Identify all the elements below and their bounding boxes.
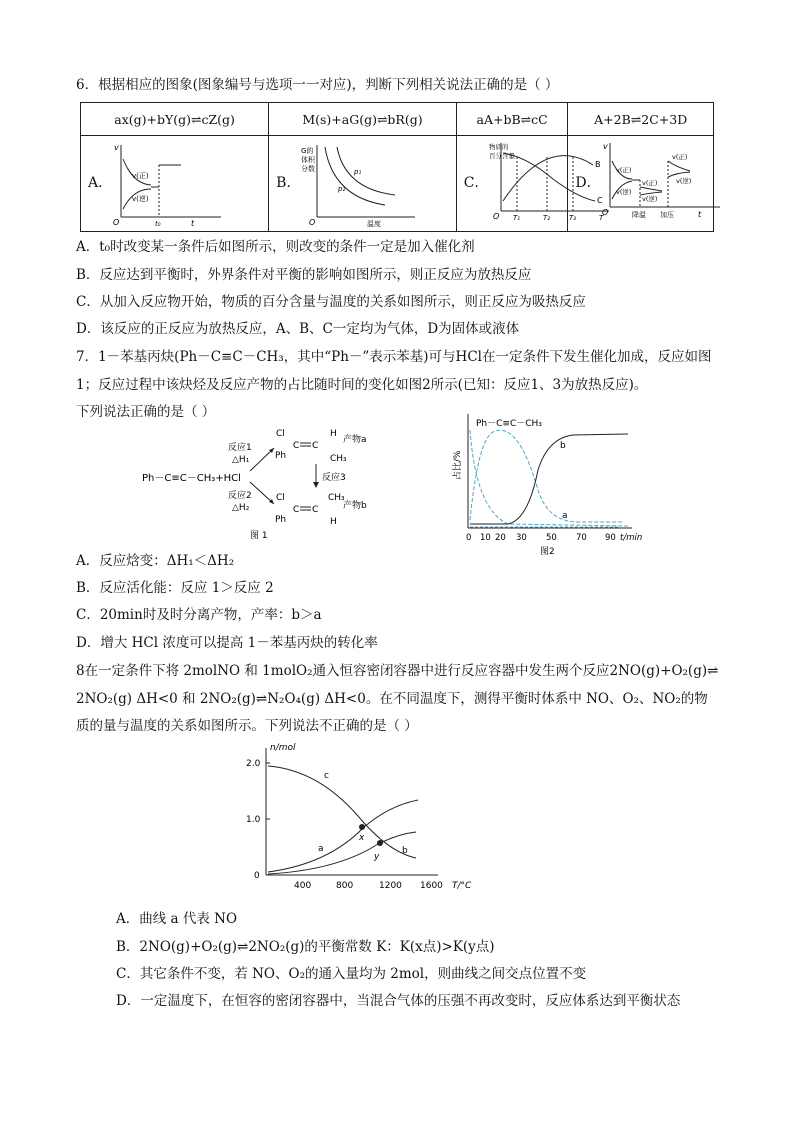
q8-figure-amount-temperature (238, 740, 478, 890)
fig-b-ylabel-2: 体积 (301, 156, 316, 164)
fig1-b-c2: C (312, 505, 319, 515)
q7-option-c: C．20min时及时分离产物，产率：b＞a (76, 607, 322, 623)
q6-cell-b (269, 136, 457, 232)
q8-ytick-0: 0 (254, 871, 260, 881)
q8-xtick-400: 400 (294, 881, 312, 890)
fig2-tick-90: 90 (605, 533, 616, 543)
q8-xtick-1200: 1200 (379, 881, 402, 890)
fig-c-curve-b: B (594, 160, 601, 169)
q6-letter-d: D． (575, 175, 601, 191)
fig-b-ylabel-3: 分数 (301, 165, 316, 173)
fig-d-v-axis: v (603, 142, 609, 151)
q7-figure-2-proportion-time (448, 410, 658, 560)
q6-letter-a: A． (88, 175, 113, 191)
q8-xtick-800: 800 (336, 881, 354, 890)
q6-letter-b: B． (276, 175, 301, 191)
q8-stem-line-1: 8在一定条件下将 2molNO 和 1molO₂通入恒容密闭容器中进行反应容器中发生两个反应2NO(g)+O₂(g)⇌ (76, 663, 719, 679)
fig1-a-cl: Cl (276, 429, 285, 439)
q7-option-b: B．反应活化能：反应 1＞反应 2 (76, 580, 274, 596)
q8-point-y: y (374, 852, 380, 862)
q6-option-a: A．t₀时改变某一条件后如图所示，则改变的条件一定是加入催化剂 (76, 239, 475, 255)
q6-header-c: aA+bB⇌cC (456, 103, 568, 136)
q8-curve-a: a (318, 844, 324, 854)
q8-point-x: x (359, 833, 365, 843)
fig-c-t1: T₁ (512, 214, 520, 222)
fig2-alkyne-label: Ph－C≡C－CH₃ (476, 419, 542, 429)
fig-b-xlabel: 温度 (367, 220, 382, 227)
fig1-b-ph: Ph (275, 515, 287, 525)
fig-d-forward-2: v(正) (642, 179, 658, 187)
fig-d-reverse-2: v(逆) (642, 195, 658, 203)
fig-c-origin: O (492, 212, 500, 221)
q8-curve-b: b (402, 846, 408, 856)
q8-option-a: A．曲线 a 代表 NO (116, 911, 238, 927)
fig-b-p1: p₁ (354, 168, 362, 176)
q7-stem-line-1: 7．1－苯基丙炔(Ph－C≡C－CH₃，其中“Ph－”表示苯基)可与HCl在一定条件下发生催化加成，反应如图 (76, 349, 712, 365)
fig1-b-cl: Cl (276, 493, 285, 503)
fig1-a-ch3: CH₃ (330, 454, 347, 464)
q6-letter-c: C． (463, 175, 489, 191)
fig1-a-c2: C (312, 441, 319, 451)
fig-a-v-forward: v(正) (132, 172, 149, 180)
q6-option-table (80, 102, 714, 232)
fig1-dh1: △H₁ (232, 455, 250, 465)
q8-stem-line-2: 2NO₂(g) ΔH<0 和 2NO₂(g)⇌N₂O₄(g) ΔH<0。在不同温度下，测得平衡时体系中 NO、O₂、NO₂的物 (76, 691, 708, 707)
fig2-tick-10: 10 (480, 533, 491, 543)
fig-d-cooling: 降温 (632, 211, 647, 219)
q6-stem: 6．根据相应的图象(图象编号与选项一一对应)，判断下列相关说法正确的是（ ） (76, 77, 559, 93)
q8-stem-line-3: 质的量与温度的关系如图所示。下列说法不正确的是（ ） (76, 718, 418, 734)
fig1-reactant: Ph－C≡C－CH₃+HCl (142, 473, 241, 484)
figure-a-velocity-time (111, 139, 231, 227)
fig-c-ylabel-1: 物质的 (488, 143, 509, 151)
fig1-product-b: 产物b (343, 501, 367, 511)
fig-a-t0: t₀ (155, 220, 161, 227)
fig2-caption: 图2 (540, 547, 555, 557)
q6-cell-d (568, 136, 714, 232)
fig1-a-h: H (330, 429, 337, 439)
fig2-curve-a: a (562, 511, 568, 521)
q8-xlabel: T/°C (452, 881, 472, 890)
q7-option-d: D．增大 HCl 浓度可以提高 1－苯基丙炔的转化率 (76, 635, 378, 651)
q8-option-b: B．2NO(g)+O₂(g)⇌2NO₂(g)的平衡常数 K：K(x点)>K(y点) (116, 939, 495, 955)
fig-d-forward-1: v(正) (616, 166, 632, 174)
fig-b-p2: p₂ (338, 185, 346, 193)
fig-d-origin: O (602, 208, 609, 217)
fig1-a-ph: Ph (275, 451, 287, 461)
q6-cell-a (81, 136, 269, 232)
fig1-b-c1: C (293, 505, 300, 515)
fig1-product-a: 产物a (343, 435, 367, 445)
fig1-b-ch3: CH₃ (328, 493, 345, 503)
q7-option-a: A．反应焓变：ΔH₁＜ΔH₂ (76, 553, 235, 569)
q8-ytick-1: 1.0 (246, 815, 261, 825)
fig1-reaction-2: 反应2 (228, 491, 252, 501)
q6-option-d: D．该反应的正反应为放热反应，A、B、C一定均为气体，D为固体或液体 (76, 321, 520, 337)
fig-b-ylabel-1: G的 (301, 147, 314, 155)
fig-c-t3: T₃ (568, 214, 576, 222)
q8-ytick-2: 2.0 (246, 759, 261, 769)
fig1-dh2: △H₂ (232, 503, 250, 513)
fig2-tick-0: 0 (466, 533, 472, 543)
fig-c-t: T (598, 214, 604, 222)
q8-xtick-1600: 1600 (420, 881, 443, 890)
q7-stem-line-3: 下列说法正确的是（ ） (76, 404, 216, 420)
fig2-tick-70: 70 (576, 533, 587, 543)
figure-b-fraction-temperature (299, 139, 419, 227)
q6-header-a: ax(g)+bY(g)⇌cZ(g) (81, 103, 269, 136)
q7-stem-line-2: 1；反应过程中该炔烃及反应产物的占比随时间的变化如图2所示(已知：反应1、3为放热反应)。 (76, 377, 648, 393)
q8-curve-c: c (324, 771, 329, 781)
fig-d-reverse-3: v(逆) (676, 177, 692, 185)
fig1-caption: 图 1 (250, 531, 268, 541)
fig-d-pressurize: 加压 (660, 211, 675, 219)
fig-c-curve-c: C (596, 196, 603, 205)
fig-b-origin: O (309, 218, 316, 227)
q8-option-c: C．其它条件不变，若 NO、O₂的通入量均为 2mol，则曲线之间交点位置不变 (116, 966, 587, 982)
fig1-a-c1: C (293, 441, 300, 451)
fig-a-origin: O (113, 218, 120, 227)
fig1-b-h: H (330, 517, 337, 527)
fig2-curve-b: b (560, 441, 566, 451)
fig2-tick-30: 30 (516, 533, 527, 543)
fig2-tick-20: 20 (495, 533, 506, 543)
fig-d-reverse-1: v(逆) (616, 188, 632, 196)
q6-header-d: A+2B⇌2C+3D (568, 103, 714, 136)
fig2-xlabel: t/min (620, 533, 643, 543)
q6-header-b: M(s)+aG(g)⇌bR(g) (269, 103, 457, 136)
fig2-tick-50: 50 (546, 533, 557, 543)
q6-option-c: C．从加入反应物开始，物质的百分含量与温度的关系如图所示，则正反应为吸热反应 (76, 294, 586, 310)
q7-figure-1-reaction-scheme (138, 420, 378, 545)
fig-c-t2: T₂ (542, 214, 550, 222)
q8-ylabel: n/mol (270, 743, 296, 753)
fig1-reaction-1: 反应1 (228, 443, 252, 453)
fig1-reaction-3: 反应3 (322, 473, 346, 483)
figure-d-velocity-time (598, 139, 723, 227)
fig2-ylabel: 占比/% (453, 450, 463, 480)
q6-cell-c (456, 136, 604, 232)
fig-a-v-axis: v (114, 143, 119, 152)
q6-option-b: B．反应达到平衡时，外界条件对平衡的影响如图所示，则正反应为放热反应 (76, 267, 532, 283)
fig-a-v-reverse: v(逆) (132, 195, 149, 203)
fig-d-t: t (698, 210, 702, 219)
fig-d-forward-3: v(正) (672, 153, 688, 161)
fig-a-t: t (191, 219, 195, 227)
fig-c-ylabel-2: 百分含量 (488, 152, 515, 160)
q8-option-d: D．一定温度下，在恒容的密闭容器中，当混合气体的压强不再改变时，反应体系达到平衡状态 (116, 993, 681, 1009)
